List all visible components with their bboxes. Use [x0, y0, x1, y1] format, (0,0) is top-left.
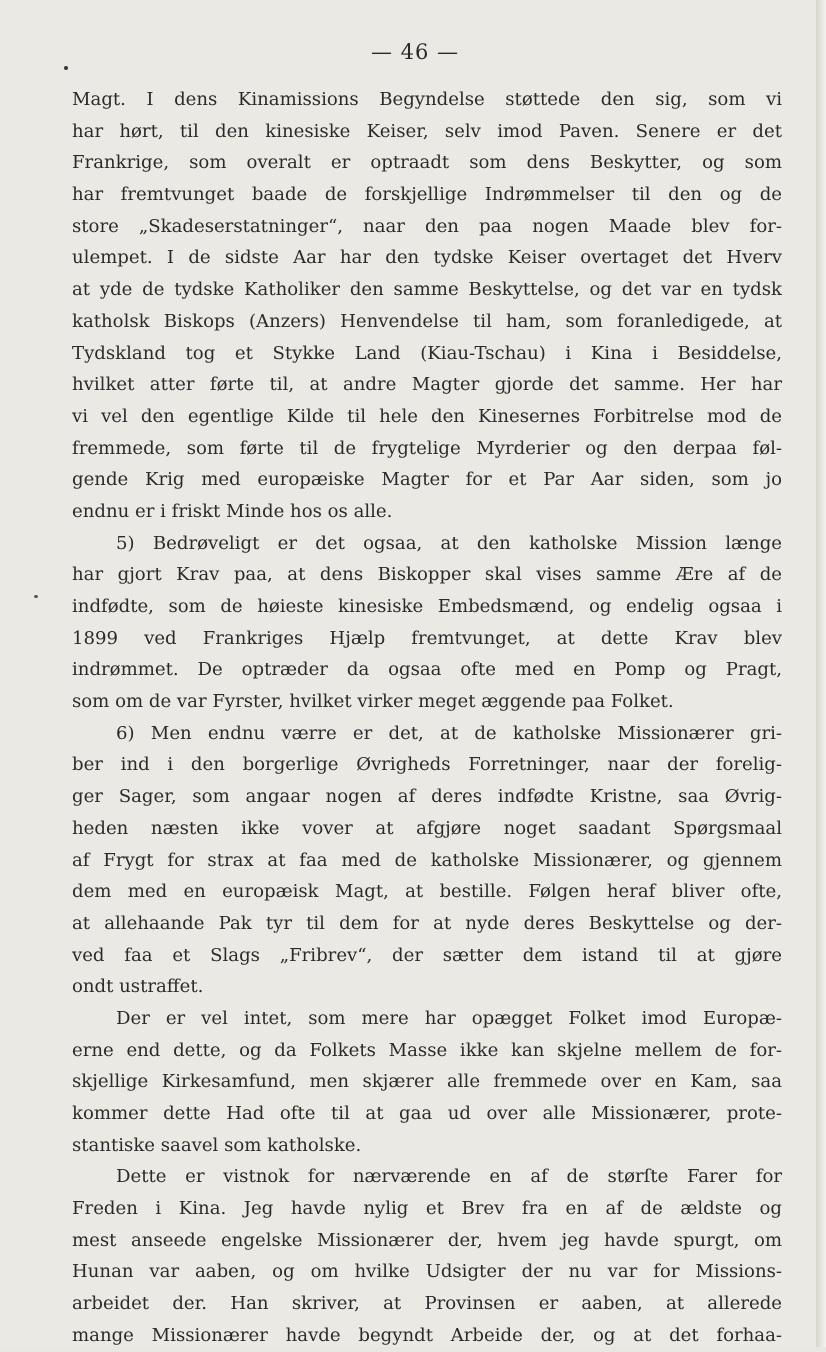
- text-line: store „Skadeserstatninger“, naar den paa nogen Maade blev for-: [72, 215, 782, 237]
- text-line: Magt. I dens Kinamissions Begyndelse støttede den sig, som vi: [72, 89, 782, 110]
- text-line: arbeidet der. Han skriver, at Provinsen er aaben, at allerede: [72, 1293, 782, 1315]
- text-line: endnu er i friskt Minde hos os alle.: [72, 500, 393, 522]
- text-line: Tydskland tog et Stykke Land (Kiau-Tschau) i Kina i Besiddelse,: [72, 342, 782, 364]
- body-text: [72, 84, 782, 1352]
- text-line: ulempet. I de sidste Aar har den tydske Keiser overtaget det Hverv: [72, 247, 782, 269]
- text-line: ger Sager, som angaar nogen af deres indfødte Kristne, saa Øvrig-: [72, 786, 782, 808]
- text-line: dem med en europæisk Magt, at bestille. Følgen heraf bliver ofte,: [72, 881, 782, 903]
- text-line: ved faa et Slags „Fribrev“, der sætter dem istand til at gjøre: [72, 944, 782, 966]
- text-line: vi vel den egentlige Kilde til hele den Kinesernes Forbitrelse mod de: [72, 405, 782, 427]
- text-line: ondt ustraffet.: [72, 976, 204, 998]
- text-line: at allehaande Pak tyr til dem for at nyde deres Beskyttelse og der-: [72, 912, 782, 934]
- text-line: hvilket atter førte til, at andre Magter gjorde det samme. Her har: [72, 374, 782, 396]
- text-line: mest anseede engelske Missionærer der, hvem jeg havde spurgt, om: [72, 1229, 782, 1251]
- text-line: 5) Bedrøveligt er det ogsaa, at den katholske Mission længe: [116, 532, 782, 554]
- text-line: kommer dette Had ofte til at gaa ud over alle Missionærer, prote-: [72, 1103, 782, 1124]
- text-line: heden næsten ikke vover at afgjøre noget saadant Spørgsmaal: [72, 817, 782, 839]
- ink-speck: [64, 66, 68, 70]
- text-line: Der er vel intet, som mere har opægget Folket imod Europæ-: [116, 1007, 782, 1029]
- text-line: har gjort Krav paa, at dens Biskopper skal vises samme Ære af de: [72, 564, 782, 586]
- text-line: Hunan var aaben, og om hvilke Udsigter der nu var for Missions-: [72, 1261, 782, 1283]
- text-line: skjellige Kirkesamfund, men skjærer alle fremmede over en Kam, saa: [72, 1071, 782, 1093]
- text-line: stantiske saavel som katholske.: [72, 1134, 362, 1156]
- text-line: at yde de tydske Katholiker den samme Beskyttelse, og det var en tydsk: [72, 279, 782, 301]
- text-line: 1899 ved Frankriges Hjælp fremtvunget, at dette Krav blev: [72, 627, 782, 649]
- text-line: indrømmet. De optræder da ogsaa ofte med en Pomp og Pragt,: [72, 659, 782, 681]
- text-line: erne end dette, og da Folkets Masse ikke kan skjelne mellem de for-: [72, 1039, 782, 1061]
- text-line: af Frygt for strax at faa med de katholske Missionærer, og gjennem: [72, 849, 782, 871]
- text-line: 6) Men endnu værre er det, at de katholske Missionærer gri-: [116, 722, 782, 744]
- text-line: ber ind i den borgerlige Øvrigheds Forretninger, naar der forelig-: [72, 754, 782, 776]
- text-line: indfødte, som de høieste kinesiske Embedsmænd, og endelig ogsaa i: [72, 596, 782, 617]
- text-line: fremmede, som førte til de frygtelige Myrderier og den derpaa føl-: [72, 437, 782, 459]
- text-line: har hørt, til den kinesiske Keiser, selv imod Paven. Senere er det: [72, 120, 782, 142]
- text-line: katholsk Biskops (Anzers) Henvendelse til ham, som foranledigede, at: [72, 310, 782, 332]
- text-line: Frankrige, som overalt er optraadt som dens Beskytter, og som: [72, 152, 782, 174]
- page-edge: [816, 0, 826, 1347]
- ink-speck: [34, 595, 38, 598]
- text-line: Dette er vistnok for nærværende en af de størſte Farer for: [116, 1166, 782, 1188]
- text-line: Freden i Kina. Jeg havde nylig et Brev fra en af de ældste og: [72, 1198, 782, 1220]
- page-number: — 46 —: [370, 40, 460, 64]
- text-line: gende Krig med europæiske Magter for et Par Aar siden, som jo: [72, 469, 782, 491]
- text-line: som om de var Fyrster, hvilket virker meget æggende paa Folket.: [72, 691, 674, 713]
- text-line: mange Missionærer havde begyndt Arbeide der, og at det forhaa-: [72, 1324, 782, 1346]
- text-line: har fremtvunget baade de forskjellige Indrømmelser til den og de: [72, 184, 782, 206]
